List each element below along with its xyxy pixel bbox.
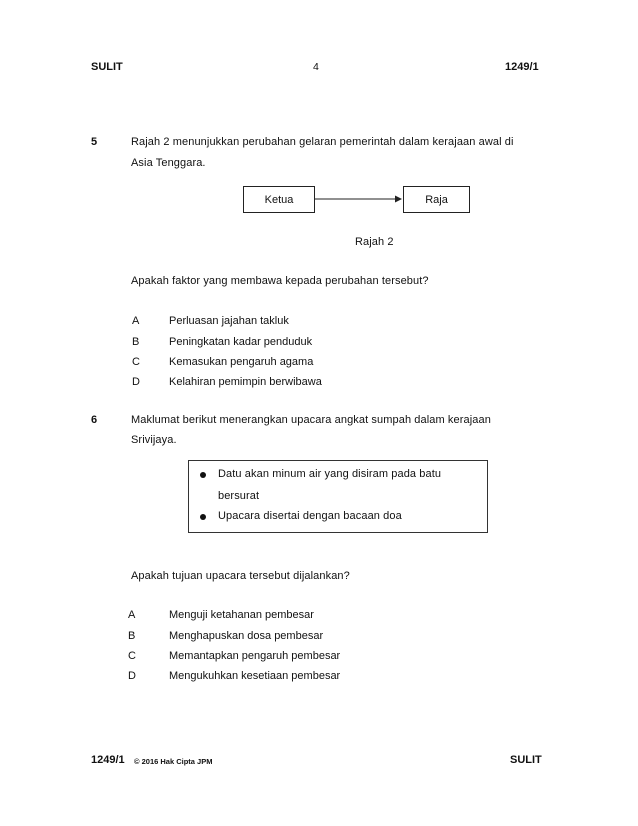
q5-option-d-letter: D [132, 376, 140, 388]
question-5-number: 5 [91, 136, 98, 148]
q6-option-d-letter: D [128, 670, 136, 682]
diagram-box-raja [403, 186, 470, 213]
diagram-box-ketua [243, 186, 315, 213]
diagram-label-ketua: Ketua [264, 193, 294, 206]
info-item-2: Upacara disertai dengan bacaan doa [218, 510, 402, 522]
info-item-1-line1: Datu akan minum air yang disiram pada batu [218, 468, 442, 480]
question-6-prompt: Apakah tujuan upacara tersebut dijalankan? [131, 570, 350, 582]
bullet-icon [200, 514, 206, 520]
q5-option-b-text: Peningkatan kadar penduduk [169, 336, 313, 348]
q5-option-b-letter: B [132, 336, 140, 348]
page-number: 4 [313, 61, 319, 73]
info-item-1-line2: bersurat [218, 490, 260, 502]
question-5-prompt: Apakah faktor yang membawa kepada perubahan tersebut? [131, 275, 429, 287]
header-sulit: SULIT [91, 61, 123, 73]
q6-option-a-letter: A [128, 609, 136, 621]
info-box [188, 460, 488, 533]
diagram-label-raja: Raja [425, 193, 448, 206]
footer-copyright: © 2016 Hak Cipta JPM [134, 757, 213, 766]
question-5-stem-line1: Rajah 2 menunjukkan perubahan gelaran pemerintah dalam kerajaan awal di [131, 136, 514, 148]
q6-option-a-text: Menguji ketahanan pembesar [169, 609, 314, 621]
header-paper-code: 1249/1 [505, 61, 539, 73]
bullet-icon [200, 472, 206, 478]
question-5-stem-line2: Asia Tenggara. [131, 157, 206, 169]
diagram-caption: Rajah 2 [355, 236, 394, 248]
q6-option-c-text: Memantapkan pengaruh pembesar [169, 650, 341, 662]
question-6-stem-line2: Srivijaya. [131, 434, 177, 446]
footer-sulit: SULIT [510, 754, 542, 766]
question-6-number: 6 [91, 414, 98, 426]
q6-option-b-letter: B [128, 630, 136, 642]
q5-option-d-text: Kelahiran pemimpin berwibawa [169, 376, 322, 388]
q5-option-c-text: Kemasukan pengaruh agama [169, 356, 314, 368]
q5-option-a-text: Perluasan jajahan takluk [169, 315, 289, 327]
q5-option-c-letter: C [132, 356, 140, 368]
q5-option-a-letter: A [132, 315, 140, 327]
footer-paper-code: 1249/1 [91, 754, 125, 766]
q6-option-c-letter: C [128, 650, 136, 662]
diagram-arrow [315, 192, 403, 206]
q6-option-d-text: Mengukuhkan kesetiaan pembesar [169, 670, 341, 682]
q6-option-b-text: Menghapuskan dosa pembesar [169, 630, 324, 642]
question-6-stem-line1: Maklumat berikut menerangkan upacara angkat sumpah dalam kerajaan [131, 414, 491, 426]
